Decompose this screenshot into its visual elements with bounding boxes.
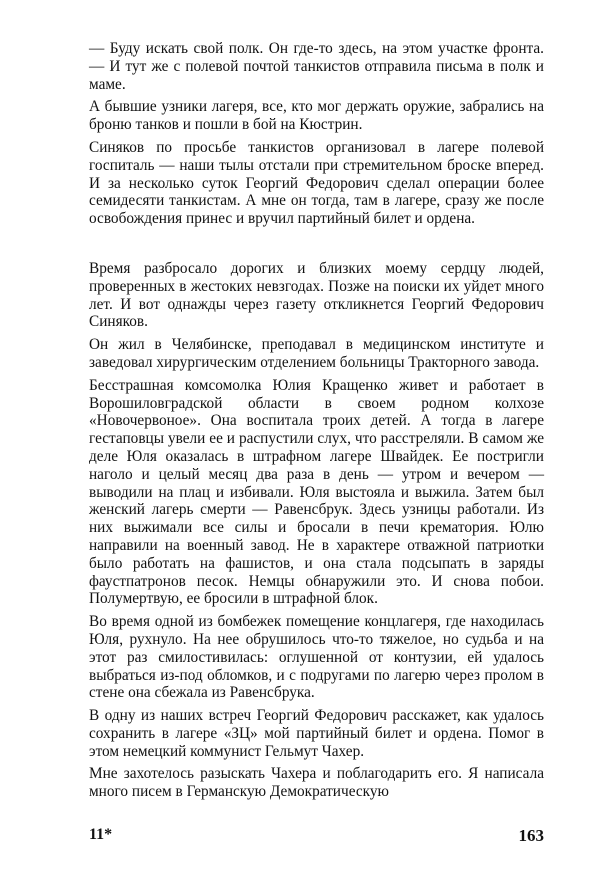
paragraph-6: Бесстрашная комсомолка Юлия Кращенко живет и работает в Ворошиловградской области в своем родном колхозе «Новочервоное». Она воспитала троих детей. А тогда в лагере гестаповцы увели ее и распустили слух, что расстреляли. В самом же деле Юля оказалась в штрафном лагере Швайдек. Ее постригли наголо и целый месяц два раза в день — утром и вечером — выводили на плац и избивали. Юля выстояла и выжила. Затем был женский лагерь смерти — Равенсбрук. Здесь узницы работали. Из них выжимали все силы и бросали в печи крематория. Юлю направили на военный завод. Не в характере отважной патриотки было работать на фашистов, и она стала подсыпать в заряды фаустпатронов песок. Немцы обнаружили это. И снова побои. Полумертвую, ее бросили в штрафной блок.: [89, 376, 544, 608]
paragraph-9: Мне захотелось разыскать Чахера и поблагодарить его. Я написала много писем в Германскую Демократическую: [89, 765, 544, 801]
page-number: 163: [518, 826, 544, 845]
paragraph-7: Во время одной из бомбежек помещение концлагеря, где находилась Юля, рухнуло. На нее обрушилось что-то тяжелое, но судьба и на этот раз смилостивилась: оглушенной от контузии, ей удалось выбраться из-под обломков, и с подругами по лагерю через пролом в стене она сбежала из Равенсбрука.: [89, 613, 544, 702]
paragraph-2: А бывшие узники лагеря, все, кто мог держать оружие, забрались на броню танков и пошли в бой на Кюстрин.: [89, 98, 544, 134]
paragraph-4: Время разбросало дорогих и близких моему сердцу людей, проверенных в жестоких невзгодах. Позже на поиски их уйдет много лет. И вот однажды через газету откликнется Георгий Федорович Синяков.: [89, 259, 544, 331]
paragraph-1: — Буду искать свой полк. Он где-то здесь, на этом участке фронта. — И тут же с полевой почтой танкистов отправила письма в полк и маме.: [89, 40, 544, 93]
paragraph-8: В одну из наших встреч Георгий Федорович расскажет, как удалось сохранить в лагере «ЗЦ» мой партийный билет и ордена. Помог в этом немецкий коммунист Гельмут Чахер.: [89, 707, 544, 760]
paragraph-5: Он жил в Челябинске, преподавал в медицинском институте и заведовал хирургическим отделением больницы Тракторного завода.: [89, 336, 544, 371]
paragraph-3: Синяков по просьбе танкистов организовал в лагере полевой госпиталь — наши тылы отстали при стремительном броске вперед. И за несколько суток Георгий Федорович сделал операции более семидесяти танкистам. А мне он тогда, там в лагере, сразу же после освобождения принес и вручил партийный билет и ордена.: [89, 138, 544, 228]
body-text: [89, 40, 544, 806]
signature-mark: 11*: [89, 826, 113, 843]
